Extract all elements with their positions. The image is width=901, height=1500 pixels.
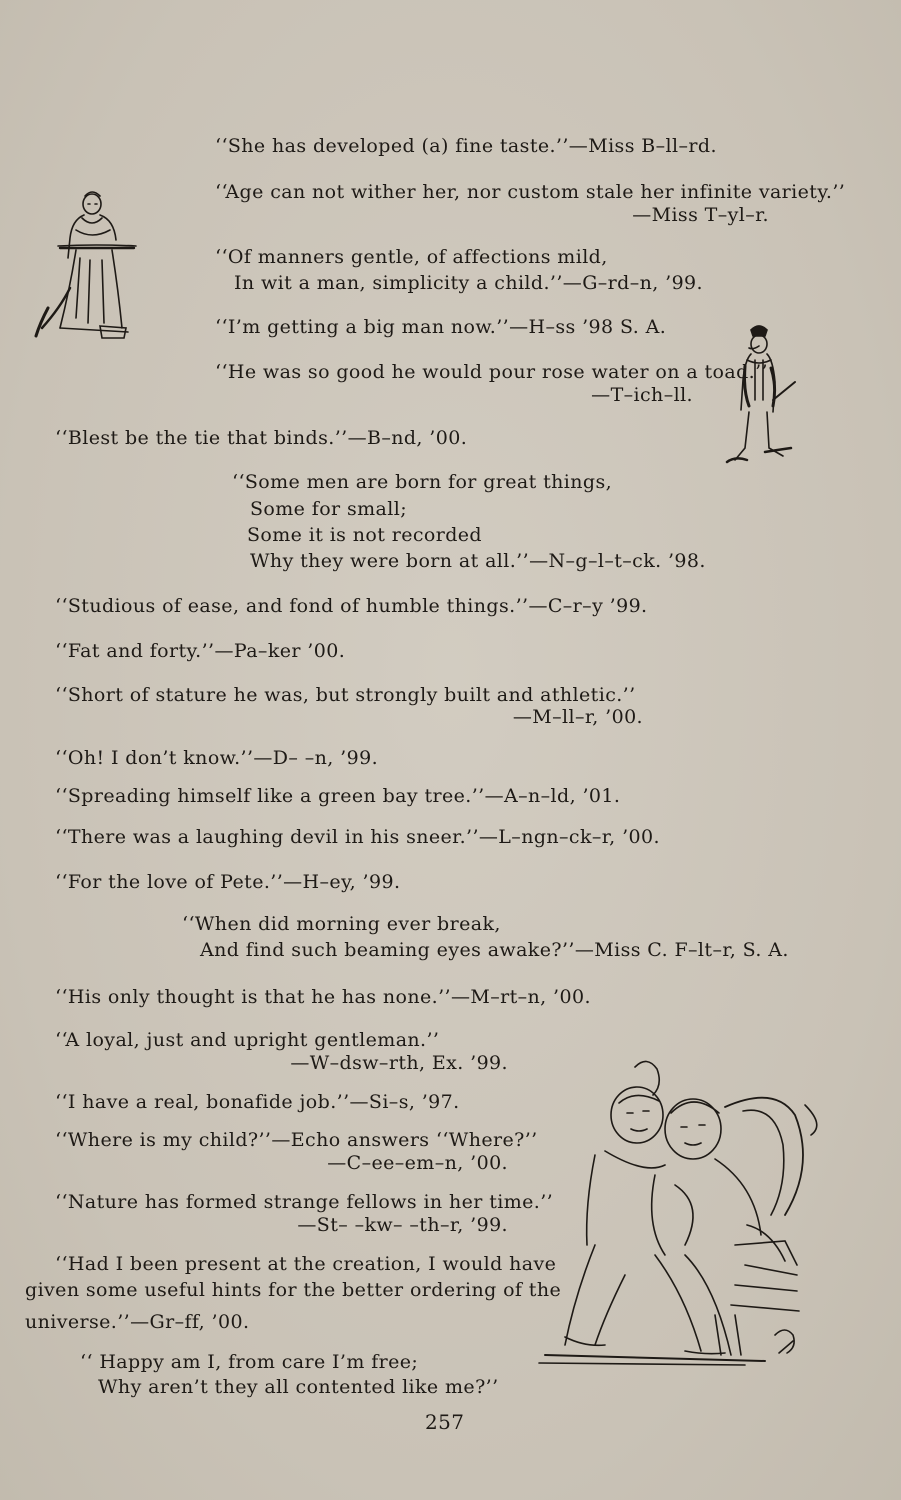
- quote-line: universe.’’—Gr–ff, ’00.: [25, 1311, 250, 1333]
- quote-line: ‘‘I have a real, bonafide job.’’—Si–s, ’97.: [55, 1091, 460, 1113]
- page-number: 257: [425, 1410, 465, 1434]
- quote-line: ‘‘Some men are born for great things,: [232, 471, 613, 493]
- man-with-cane-illustration: [715, 320, 800, 475]
- quote-attribution: —M–ll–r, ’00.: [512, 706, 643, 728]
- seated-couple-illustration: [535, 1055, 825, 1370]
- quote-line: ‘‘His only thought is that he has none.’’—M–rt–n, ’00.: [55, 986, 591, 1008]
- quote-line: ‘‘He was so good he would pour rose water on a toad.’’: [215, 361, 768, 383]
- quote-line: ‘‘Fat and forty.’’—Pa–ker ’00.: [55, 640, 346, 662]
- quote-line: In wit a man, simplicity a child.’’—G–rd–n, ’99.: [234, 272, 703, 294]
- quote-line: ‘‘Studious of ease, and fond of humble things.’’—C–r–y ’99.: [55, 595, 648, 617]
- quote-line: ‘‘When did morning ever break,: [182, 913, 501, 935]
- quote-line: ‘‘Had I been present at the creation, I would have: [55, 1253, 557, 1275]
- quote-line: ‘‘For the love of Pete.’’—H–ey, ’99.: [55, 871, 401, 893]
- quote-line: ‘‘ Happy am I, from care I’m free;: [80, 1351, 419, 1373]
- quote-attribution: —St– –kw– –th–r, ’99.: [297, 1214, 508, 1236]
- quote-line: ‘‘Spreading himself like a green bay tree.’’—A–n–ld, ’01.: [55, 785, 621, 807]
- quote-line: ‘‘A loyal, just and upright gentleman.’’: [55, 1029, 440, 1051]
- quote-line: ‘‘Nature has formed strange fellows in her time.’’: [55, 1191, 554, 1213]
- quote-line: Some it is not recorded: [247, 524, 482, 546]
- quote-line: ‘‘Short of stature he was, but strongly built and athletic.’’: [55, 684, 636, 706]
- quote-line: ‘‘Where is my child?’’—Echo answers ‘‘Where?’’: [55, 1129, 538, 1151]
- maid-with-tray-illustration: [30, 188, 140, 343]
- quote-attribution: —W–dsw–rth, Ex. ’99.: [290, 1052, 508, 1074]
- quote-line: ‘‘There was a laughing devil in his sneer.’’—L–ngn–ck–r, ’00.: [55, 826, 660, 848]
- quote-line: given some useful hints for the better ordering of the: [25, 1279, 562, 1301]
- quote-line: Why aren’t they all contented like me?’’: [98, 1376, 499, 1398]
- quote-attribution: —Miss T–yl–r.: [632, 204, 769, 226]
- quote-line: ‘‘Age can not wither her, nor custom stale her infinite variety.’’: [215, 181, 846, 203]
- quote-line: Some for small;: [250, 498, 407, 520]
- quote-line: ‘‘I’m getting a big man now.’’—H–ss ’98 S. A.: [215, 316, 667, 338]
- quote-line: ‘‘Blest be the tie that binds.’’—B–nd, ’00.: [55, 427, 468, 449]
- quote-line: Why they were born at all.’’—N–g–l–t–ck. ’98.: [250, 550, 706, 572]
- quote-line: ‘‘Oh! I don’t know.’’—D– –n, ’99.: [55, 747, 379, 769]
- quote-attribution: —T–ich–ll.: [591, 384, 693, 406]
- quote-line: ‘‘Of manners gentle, of affections mild,: [215, 246, 608, 268]
- quote-line: And find such beaming eyes awake?’’—Miss C. F–lt–r, S. A.: [200, 939, 789, 961]
- quote-line: ‘‘She has developed (a) fine taste.’’—Miss B–ll–rd.: [215, 135, 717, 157]
- quote-attribution: —C–ee–em–n, ’00.: [327, 1152, 508, 1174]
